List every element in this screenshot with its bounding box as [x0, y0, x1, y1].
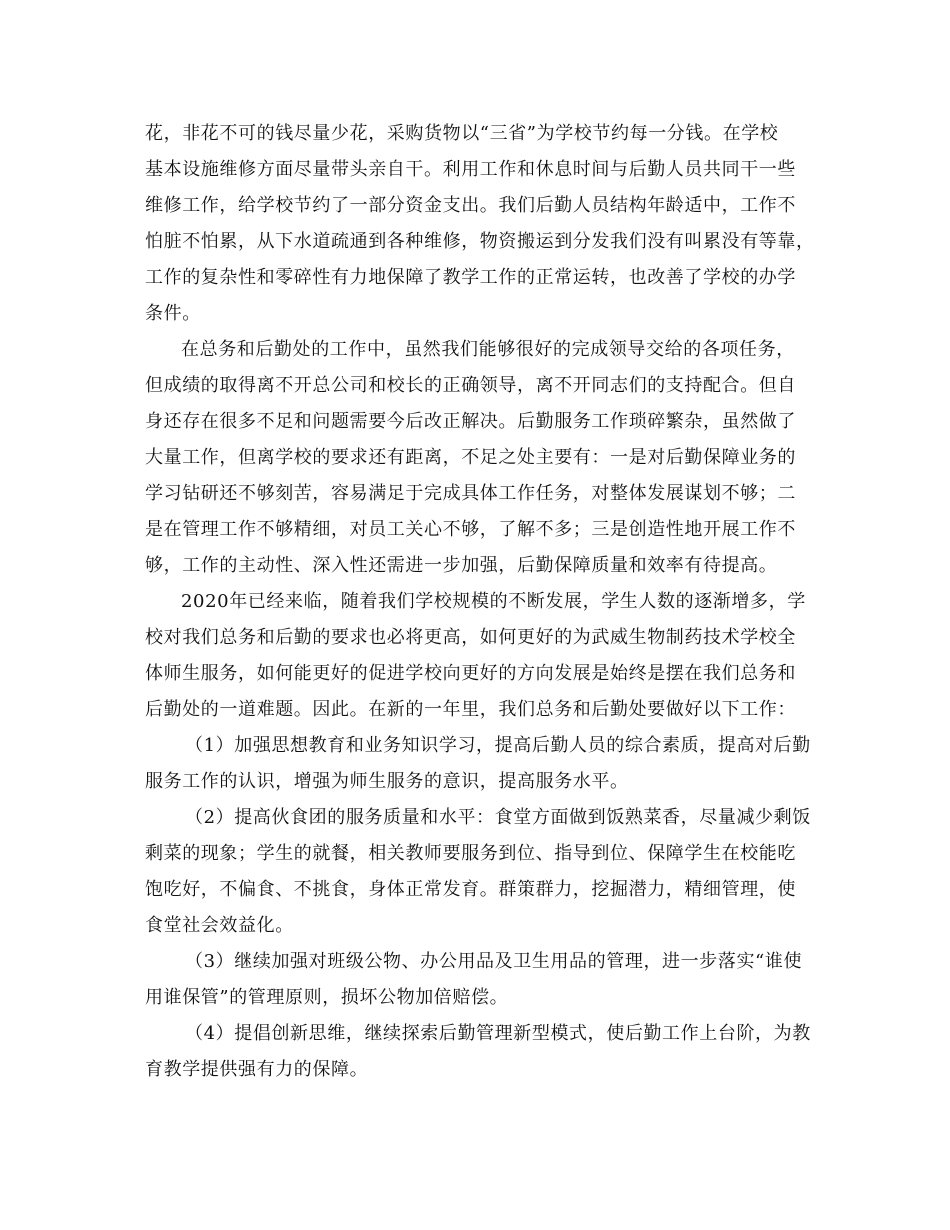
text-line: 剩菜的现象；学生的就餐，相关教师要服务到位、指导到位、保障学生在校能吃: [145, 843, 796, 864]
text-line: 校对我们总务和后勤的要求也必将更高，如何更好的为武威生物制药技术学校全: [145, 627, 796, 648]
text-line: 饱吃好，不偏食、不挑食，身体正常发育。群策群力，挖掘潜力，精细管理，使: [145, 879, 796, 900]
text-line: 维修工作，给学校节约了一部分资金支出。我们后勤人员结构年龄适中，工作不: [145, 195, 796, 216]
list-item-first-line: （2）提高伙食团的服务质量和水平：食堂方面做到饭熟菜香，尽量减少剩饭: [185, 807, 811, 828]
text-line: 体师生服务，如何能更好的促进学校向更好的方向发展是始终是摆在我们总务和: [145, 663, 796, 684]
text-line: 育教学提供强有力的保障。: [145, 1059, 369, 1080]
document-body: [145, 116, 815, 1088]
text-line: 怕脏不怕累，从下水道疏通到各种维修，物资搬运到分发我们没有叫累没有等靠，: [145, 231, 815, 252]
text-line: 身还存在很多不足和问题需要今后改正解决。后勤服务工作琐碎繁杂，虽然做了: [145, 411, 796, 432]
list-item-first-line: （4）提倡创新思维，继续探索后勤管理新型模式，使后勤工作上台阶，为教: [185, 1023, 811, 1044]
text-line: 大量工作，但离学校的要求还有距离，不足之处主要有：一是对后勤保障业务的: [145, 447, 796, 468]
paragraph-first-line: 2020年已经来临，随着我们学校规模的不断发展，学生人数的逐渐增多，学: [181, 591, 806, 612]
text-line: 够，工作的主动性、深入性还需进一步加强，后勤保障质量和效率有待提高。: [145, 555, 778, 576]
text-line: 花，非花不可的钱尽量少花，采购货物以“三省”为学校节约每一分钱。在学校: [145, 123, 779, 144]
text-line: 服务工作的认识，增强为师生服务的意识，提高服务水平。: [145, 771, 629, 792]
text-line: 条件。: [145, 303, 201, 324]
text-line: 食堂社会效益化。: [145, 915, 294, 936]
text-line: 是在管理工作不够精细，对员工关心不够，了解不多；三是创造性地开展工作不: [145, 519, 796, 540]
list-item-first-line: （1）加强思想教育和业务知识学习，提高后勤人员的综合素质，提高对后勤: [185, 735, 811, 756]
text-line: 但成绩的取得离不开总公司和校长的正确领导，离不开同志们的支持配合。但自: [145, 375, 796, 396]
text-line: 学习钻研还不够刻苦，容易满足于完成具体工作任务，对整体发展谋划不够；二: [145, 483, 796, 504]
text-line: 用谁保管”的管理原则，损坏公物加倍赔偿。: [145, 987, 509, 1008]
paragraph-first-line: 在总务和后勤处的工作中，虽然我们能够很好的完成领导交给的各项任务，: [181, 339, 795, 360]
text-line: 后勤处的一道难题。因此。在新的一年里，我们总务和后勤处要做好以下工作：: [145, 699, 796, 720]
text-line: 基本设施维修方面尽量带头亲自干。利用工作和休息时间与后勤人员共同干一些: [145, 159, 796, 180]
list-item-first-line: （3）继续加强对班级公物、办公用品及卫生用品的管理，进一步落实“谁使: [185, 951, 803, 972]
text-line: 工作的复杂性和零碎性有力地保障了教学工作的正常运转，也改善了学校的办学: [145, 267, 796, 288]
